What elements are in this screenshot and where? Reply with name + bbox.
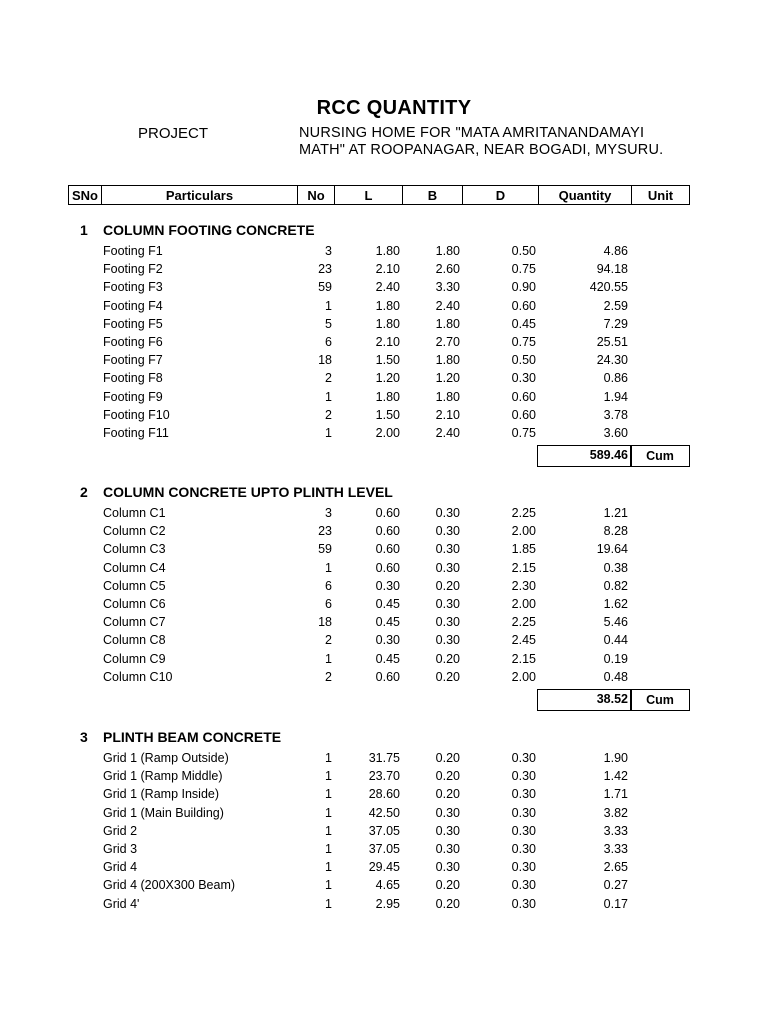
- length-cell: 28.60: [368, 787, 400, 802]
- particular-cell: Column C8: [103, 633, 166, 648]
- breadth-cell: 0.30: [435, 633, 460, 648]
- section-total-value: 38.52: [596, 691, 628, 706]
- breadth-cell: 1.20: [435, 371, 460, 386]
- no-cell: 3: [325, 244, 332, 258]
- table-row: [0, 597, 768, 615]
- no-cell: 2: [325, 669, 332, 684]
- breadth-cell: 2.40: [435, 298, 460, 313]
- project-name: [299, 125, 663, 159]
- depth-cell: 0.30: [511, 860, 536, 875]
- breadth-cell: 0.30: [435, 823, 460, 838]
- length-cell: 2.40: [375, 280, 400, 295]
- no-cell: 5: [325, 316, 332, 331]
- depth-cell: 2.15: [511, 651, 536, 666]
- depth-cell: 0.30: [511, 878, 536, 893]
- no-cell: 1: [325, 860, 332, 875]
- no-cell: 6: [325, 578, 332, 593]
- quantity-cell: 0.48: [603, 669, 628, 684]
- breadth-cell: 0.20: [435, 787, 460, 802]
- table-row: [0, 280, 768, 298]
- breadth-cell: 0.30: [435, 842, 460, 856]
- depth-cell: 2.45: [511, 633, 536, 648]
- breadth-cell: 1.80: [435, 353, 460, 368]
- particular-cell: Footing F10: [103, 407, 170, 422]
- no-cell: 1: [325, 769, 332, 784]
- particular-cell: Grid 1 (Ramp Outside): [103, 751, 229, 765]
- particular-cell: Grid 4 (200X300 Beam): [103, 878, 236, 893]
- section-number: 1: [80, 222, 88, 238]
- particular-cell: Column C2: [103, 524, 166, 539]
- length-cell: 1.80: [375, 298, 400, 313]
- table-row: [0, 579, 768, 597]
- section-title: COLUMN CONCRETE UPTO PLINTH LEVEL: [103, 484, 393, 500]
- project-line-2: MATH" AT ROOPANAGAR, NEAR BOGADI, MYSURU.: [299, 142, 664, 158]
- section-title: COLUMN FOOTING CONCRETE: [103, 222, 315, 238]
- table-row: [0, 615, 768, 633]
- no-cell: 1: [325, 560, 332, 575]
- breadth-cell: 0.20: [435, 769, 460, 784]
- table-row: [0, 353, 768, 371]
- quantity-cell: 1.71: [603, 787, 628, 802]
- section-number: 3: [80, 729, 88, 745]
- section-total-value: 589.46: [589, 447, 628, 462]
- table-row: [0, 524, 768, 542]
- depth-cell: 0.30: [511, 787, 536, 802]
- quantity-cell: 1.21: [603, 506, 628, 520]
- particular-cell: Footing F6: [103, 335, 163, 349]
- table-row: [0, 806, 768, 824]
- no-cell: 59: [318, 542, 332, 557]
- particular-cell: Column C6: [103, 597, 166, 611]
- length-cell: 1.20: [375, 371, 400, 386]
- depth-cell: 0.90: [511, 280, 536, 295]
- quantity-cell: 1.42: [603, 769, 628, 784]
- no-cell: 6: [325, 597, 332, 611]
- column-header-table: [68, 185, 690, 205]
- depth-cell: 2.15: [511, 560, 536, 575]
- no-cell: 2: [325, 371, 332, 386]
- breadth-cell: 0.20: [435, 878, 460, 893]
- header-d: D: [463, 186, 539, 205]
- particular-cell: Footing F7: [103, 353, 163, 368]
- section-title: PLINTH BEAM CONCRETE: [103, 729, 282, 745]
- length-cell: 2.95: [375, 896, 400, 911]
- particular-cell: Column C1: [103, 506, 166, 520]
- breadth-cell: 1.80: [435, 389, 460, 404]
- particular-cell: Grid 4: [103, 860, 138, 875]
- depth-cell: 2.00: [511, 669, 536, 684]
- length-cell: 0.60: [375, 669, 400, 684]
- breadth-cell: 0.20: [435, 896, 460, 911]
- no-cell: 18: [318, 615, 332, 630]
- breadth-cell: 1.80: [435, 244, 460, 258]
- depth-cell: 2.00: [511, 524, 536, 539]
- no-cell: 1: [325, 896, 332, 911]
- table-row: [0, 633, 768, 651]
- depth-cell: 0.30: [511, 751, 536, 765]
- quantity-cell: 2.59: [603, 298, 628, 313]
- quantity-cell: 3.82: [603, 805, 628, 820]
- depth-cell: 0.75: [511, 262, 536, 277]
- table-row: [0, 860, 768, 878]
- header-unit: Unit: [632, 186, 690, 205]
- depth-cell: 2.30: [511, 578, 536, 593]
- no-cell: 1: [325, 651, 332, 666]
- depth-cell: 0.75: [511, 426, 536, 440]
- particular-cell: Column C7: [103, 615, 166, 630]
- length-cell: 0.45: [375, 651, 400, 666]
- length-cell: 1.80: [375, 316, 400, 331]
- breadth-cell: 1.80: [435, 316, 460, 331]
- breadth-cell: 2.10: [435, 407, 460, 422]
- header-no: No: [298, 186, 335, 205]
- depth-cell: 0.30: [511, 805, 536, 820]
- particular-cell: Grid 1 (Ramp Inside): [103, 787, 220, 802]
- table-row: [0, 897, 768, 915]
- no-cell: 6: [325, 335, 332, 349]
- depth-cell: 1.85: [511, 542, 536, 557]
- header-sno: SNo: [69, 186, 102, 205]
- particular-cell: Grid 2: [103, 823, 138, 838]
- breadth-cell: 0.30: [435, 805, 460, 820]
- header-quantity: Quantity: [539, 186, 632, 205]
- depth-cell: 2.25: [511, 506, 536, 520]
- length-cell: 1.80: [375, 244, 400, 258]
- depth-cell: 0.30: [511, 896, 536, 911]
- quantity-cell: 8.28: [603, 524, 628, 539]
- particular-cell: Column C9: [103, 651, 166, 666]
- quantity-cell: 3.33: [603, 842, 628, 856]
- table-row: [0, 335, 768, 353]
- table-row: [0, 561, 768, 579]
- no-cell: 1: [325, 878, 332, 893]
- particular-cell: Column C3: [103, 542, 166, 557]
- depth-cell: 0.30: [511, 842, 536, 856]
- particular-cell: Footing F9: [103, 389, 163, 404]
- breadth-cell: 0.20: [435, 578, 460, 593]
- breadth-cell: 2.70: [435, 335, 460, 349]
- depth-cell: 0.30: [511, 371, 536, 386]
- table-row: [0, 299, 768, 317]
- quantity-cell: 0.17: [603, 896, 628, 911]
- length-cell: 0.45: [375, 615, 400, 630]
- table-row: [0, 262, 768, 280]
- quantity-cell: 0.44: [603, 633, 628, 648]
- quantity-cell: 2.65: [603, 860, 628, 875]
- table-row: [0, 824, 768, 842]
- table-row: [0, 787, 768, 805]
- quantity-cell: 19.64: [596, 542, 628, 557]
- length-cell: 4.65: [375, 878, 400, 893]
- breadth-cell: 0.30: [435, 615, 460, 630]
- quantity-cell: 0.82: [603, 578, 628, 593]
- depth-cell: 0.60: [511, 298, 536, 313]
- particular-cell: Footing F1: [103, 244, 163, 258]
- section-total-box: [537, 689, 632, 711]
- quantity-cell: 3.60: [603, 426, 628, 440]
- particular-cell: Footing F5: [103, 316, 163, 331]
- breadth-cell: 0.30: [435, 542, 460, 557]
- quantity-cell: 420.55: [589, 280, 628, 295]
- quantity-cell: 0.38: [603, 560, 628, 575]
- length-cell: 2.00: [375, 426, 400, 440]
- breadth-cell: 0.20: [435, 669, 460, 684]
- depth-cell: 0.50: [511, 353, 536, 368]
- length-cell: 0.30: [375, 633, 400, 648]
- depth-cell: 2.25: [511, 615, 536, 630]
- table-row: [0, 769, 768, 787]
- length-cell: 0.60: [375, 524, 400, 539]
- no-cell: 59: [318, 280, 332, 295]
- section-total-unit: Cum: [630, 689, 690, 711]
- table-row: [0, 670, 768, 688]
- no-cell: 1: [325, 842, 332, 856]
- table-row: [0, 371, 768, 389]
- quantity-cell: 25.51: [596, 335, 628, 349]
- no-cell: 3: [325, 506, 332, 520]
- section-number: 2: [80, 484, 88, 500]
- quantity-cell: 94.18: [596, 262, 628, 277]
- particular-cell: Column C4: [103, 560, 166, 575]
- quantity-cell: 1.90: [603, 751, 628, 765]
- table-row: [0, 390, 768, 408]
- project-line-1: NURSING HOME FOR "MATA AMRITANANDAMAYI: [299, 125, 645, 141]
- breadth-cell: 0.30: [435, 524, 460, 539]
- particular-cell: Column C10: [103, 669, 173, 684]
- particular-cell: Footing F11: [103, 426, 169, 440]
- no-cell: 1: [325, 298, 332, 313]
- table-row: [0, 878, 768, 896]
- particular-cell: Footing F8: [103, 371, 163, 386]
- quantity-cell: 1.94: [603, 389, 628, 404]
- quantity-cell: 24.30: [596, 353, 628, 368]
- table-row: [0, 408, 768, 426]
- length-cell: 0.60: [375, 506, 400, 520]
- table-row: [0, 652, 768, 670]
- table-row: [0, 842, 768, 860]
- breadth-cell: 2.60: [435, 262, 460, 277]
- particular-cell: Grid 4': [103, 896, 140, 911]
- particular-cell: Footing F2: [103, 262, 163, 277]
- header-b: B: [403, 186, 463, 205]
- length-cell: 1.50: [375, 353, 400, 368]
- length-cell: 0.30: [375, 578, 400, 593]
- no-cell: 1: [325, 426, 332, 440]
- particular-cell: Grid 1 (Ramp Middle): [103, 769, 223, 784]
- breadth-cell: 0.30: [435, 860, 460, 875]
- no-cell: 23: [318, 524, 332, 539]
- quantity-cell: 1.62: [603, 597, 628, 611]
- length-cell: 2.10: [375, 262, 400, 277]
- depth-cell: 0.75: [511, 335, 536, 349]
- particular-cell: Grid 3: [103, 842, 138, 856]
- page-title: RCC QUANTITY: [316, 97, 472, 119]
- depth-cell: 0.45: [511, 316, 536, 331]
- header-particulars: Particulars: [102, 186, 298, 205]
- length-cell: 23.70: [368, 769, 400, 784]
- length-cell: 1.50: [375, 407, 400, 422]
- quantity-cell: 0.86: [603, 371, 628, 386]
- quantity-cell: 0.19: [603, 651, 628, 666]
- table-row: [0, 751, 768, 769]
- section-total-box: [537, 445, 632, 467]
- depth-cell: 0.30: [511, 823, 536, 838]
- quantity-cell: 3.78: [603, 407, 628, 422]
- particular-cell: Grid 1 (Main Building): [103, 805, 224, 820]
- table-row: [0, 542, 768, 560]
- depth-cell: 2.00: [511, 597, 536, 611]
- quantity-cell: 7.29: [603, 316, 628, 331]
- table-row: [0, 317, 768, 335]
- particular-cell: Footing F4: [103, 298, 163, 313]
- breadth-cell: 0.20: [435, 651, 460, 666]
- depth-cell: 0.60: [511, 407, 536, 422]
- length-cell: 31.75: [368, 751, 400, 765]
- breadth-cell: 0.30: [435, 560, 460, 575]
- depth-cell: 0.60: [511, 389, 536, 404]
- breadth-cell: 3.30: [435, 280, 460, 295]
- no-cell: 1: [325, 751, 332, 765]
- breadth-cell: 0.20: [435, 751, 460, 765]
- depth-cell: 0.30: [511, 769, 536, 784]
- table-row: [0, 244, 768, 262]
- no-cell: 23: [318, 262, 332, 277]
- no-cell: 2: [325, 407, 332, 422]
- depth-cell: 0.50: [511, 244, 536, 258]
- length-cell: 37.05: [368, 842, 400, 856]
- table-row: [0, 426, 768, 444]
- section-total-unit: Cum: [630, 445, 690, 467]
- no-cell: 1: [325, 787, 332, 802]
- length-cell: 37.05: [368, 823, 400, 838]
- length-cell: 0.60: [375, 542, 400, 557]
- length-cell: 42.50: [368, 805, 400, 820]
- breadth-cell: 0.30: [435, 597, 460, 611]
- no-cell: 1: [325, 389, 332, 404]
- length-cell: 2.10: [375, 335, 400, 349]
- no-cell: 1: [325, 823, 332, 838]
- no-cell: 2: [325, 633, 332, 648]
- no-cell: 1: [325, 805, 332, 820]
- breadth-cell: 0.30: [435, 506, 460, 520]
- length-cell: 29.45: [368, 860, 400, 875]
- quantity-cell: 4.86: [603, 244, 628, 258]
- project-label: PROJECT: [138, 125, 209, 142]
- quantity-cell: 5.46: [603, 615, 628, 630]
- length-cell: 1.80: [375, 389, 400, 404]
- header-l: L: [335, 186, 403, 205]
- no-cell: 18: [318, 353, 332, 368]
- quantity-cell: 0.27: [603, 878, 628, 893]
- particular-cell: Column C5: [103, 578, 166, 593]
- length-cell: 0.60: [375, 560, 400, 575]
- quantity-cell: 3.33: [603, 823, 628, 838]
- breadth-cell: 2.40: [435, 426, 460, 440]
- length-cell: 0.45: [375, 597, 400, 611]
- particular-cell: Footing F3: [103, 280, 163, 295]
- table-row: [0, 506, 768, 524]
